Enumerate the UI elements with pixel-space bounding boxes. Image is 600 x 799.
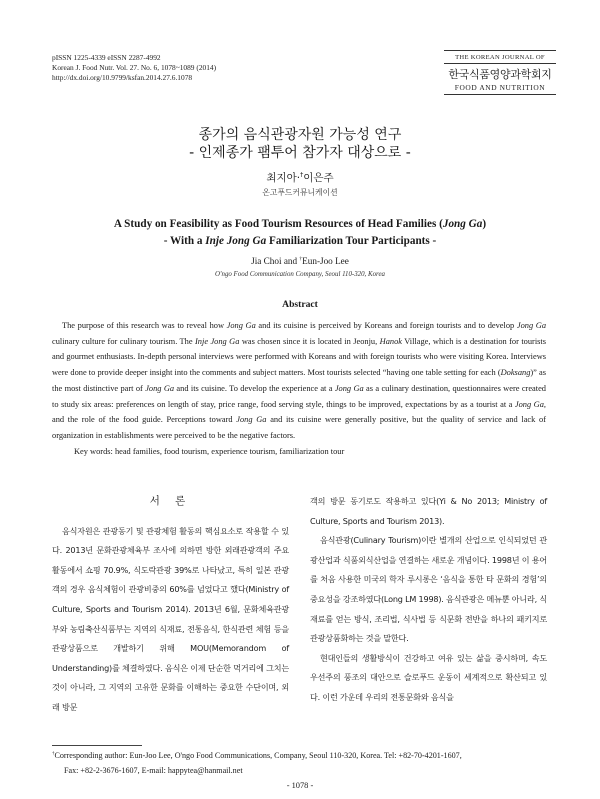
footnote-line-1 [52, 748, 548, 763]
footnote-rule [52, 745, 142, 746]
title-en-text-end: ) [482, 218, 487, 230]
section-heading-introduction: 서 론 [149, 495, 192, 507]
authors-english [0, 256, 600, 266]
title-en-italic: Jong Ga [442, 218, 483, 230]
authors-korean [0, 170, 600, 185]
author-1-ko: 최지아 [266, 172, 297, 184]
citation-line: Korean J. Food Nutr. Vol. 27. No. 6, 1078~1089 (2014) [52, 63, 217, 72]
subtitle-english [0, 235, 600, 247]
corresponding-mark: † [300, 171, 304, 179]
footnote-text-1: Corresponding author: Eun-Joo Lee, O'ngo Food Communications, Company, Seoul 110-320, Korea. Tel: +82-70-4201-1607, [54, 751, 462, 760]
body-paragraph: 현대인들의 생활방식이 건강하고 여유 있는 삶을 중시하며, 속도 우선주의 풍조의 대안으로 슬로푸드 운동이 세계적으로 확산되고 있다. 이런 가운데 우리의 전통문화와 음식을 [310, 652, 547, 702]
subtitle-en-italic: Inje Jong Ga [205, 235, 267, 247]
title-english [0, 218, 600, 230]
body-paragraph: 음식관광(Culinary Tourism)이란 별개의 산업으로 인식되었던 관광산업과 식품외식산업을 연결하는 새로운 개념이다. 1998년 이 용어를 처음 사용한 미국의 학자 루시롱은 ‘음식을 통한 타 문화의 경험’의 중요성을 강조하였다(Long LM 1998). 음식관광은 메뉴뿐 아니라, 식재료를 얻는 방식, 조리법, 식사법 등 식문화 전반을 하나의 패키지로 관광상품화하는 것을 말한다. [310, 535, 547, 644]
title-korean: 종가의 음식관광자원 가능성 연구 [198, 127, 402, 143]
author-2-ko: 이은주 [303, 172, 334, 184]
journal-logo [444, 50, 556, 95]
corresponding-mark-en: † [299, 255, 303, 262]
author-separator: · [296, 172, 301, 184]
affiliation-english: O'ngo Food Communication Company, Seoul 110-320, Korea [215, 271, 385, 278]
abstract-body [52, 318, 546, 459]
subtitle-en-text: - With a [163, 235, 206, 247]
abstract-paragraph: The purpose of this research was to reveal how Jong Ga and its cuisine is perceived by Koreans and foreign tourists and to develop Jong Ga culinary culture for culinary tourism. The Inje Jong Ga was chosen since it is located in Jeonju, Hanok Village, which is a destination for tourists and gourmet enthusiasts. In-depth personal interviews were performed with Koreans and with foreign tourists who were visiting Korea. Interviews were done to provide deeper insight into the comments and subject matters. Most tourists selected “having one table setting for each (Doksang)” as the most distinctive part of Jong Ga and its cuisine. To develop the experience at a Jong Ga as a culinary destination, questionnaires were created to study six areas: preferences on length of stay, price range, food serving style, things to be improved, expectations by as a tourist at a Jong Ga, and the role of the food guide. Perceptions toward Jong Ga and its cuisine were generally positive, but the quality of service and lack of organization in establishments were perceived to be the negative factors. [52, 321, 547, 440]
body-paragraph: 음식자원은 관광동기 및 관광체험 활동의 핵심요소로 작용할 수 있다. 2013년 문화관광체육부 조사에 의하면 방한 외래관광객의 주요 활동에서 쇼핑 70.9%, 식도락관광 39%로 나타났고, 특히 일본 관광객의 경우 음식체험이 관광비중의 60%를 넘었다고 했다(Ministry of Culture, Sports and Tourism 2014). 2013년 6월, 문화체육관광부와 농림축산식품부는 지역의 식재료, 전통음식, 한식관련 체험 등을 관광상품으로 개발하기 위해 MOU(Memorandom of Understanding)를 체결하였다. 음식은 이제 단순한 먹거리에 그치는 것이 아니라, 그 지역의 고유한 문화를 이해하는 중요한 수단이며, 외래 방문 [52, 525, 289, 712]
journal-name-en-top: THE KOREAN JOURNAL OF [455, 54, 545, 61]
footnote-line-2: Fax: +82-2-3676-1607, E-mail: happytea@hanmail.net [64, 766, 243, 775]
author-2-en: Eun-Joo Lee [302, 256, 349, 266]
footnote [52, 748, 548, 778]
author-1-en: Jia Choi [251, 256, 282, 266]
issn-line: pISSN 1225-4339 eISSN 2287-4992 [52, 53, 161, 62]
subtitle-en-text-end: Familiarization Tour Participants - [266, 235, 437, 247]
body-paragraph: 객의 방문 동기로도 작용하고 있다(Yi & No 2013; Ministry of Culture, Sports and Tourism 2013). [310, 496, 547, 526]
body-column-left [52, 492, 289, 718]
keywords: Key words: head families, food tourism, experience tourism, familiarization tour [74, 446, 345, 456]
logo-rule-bottom [444, 94, 556, 95]
journal-name-ko: 한국식품영양과학회지 [448, 68, 552, 81]
author-and: and [283, 256, 298, 266]
title-en-text: A Study on Feasibility as Food Tourism Resources of Head Families ( [113, 218, 443, 230]
citation-block [52, 53, 216, 83]
doi-link[interactable]: http://dx.doi.org/10.9799/ksfan.2014.27.6.1078 [52, 73, 193, 82]
body-column-right [310, 492, 547, 708]
footnote-mark: † [52, 751, 55, 757]
journal-name-en-bottom: FOOD AND NUTRITION [454, 83, 546, 92]
page-number: - 1078 - [286, 781, 314, 790]
subtitle-korean: - 인제종가 팸투어 참가자 대상으로 - [189, 145, 411, 161]
abstract-heading: Abstract [282, 299, 318, 310]
affiliation-korean: 온고푸드커뮤니케이션 [262, 188, 338, 197]
